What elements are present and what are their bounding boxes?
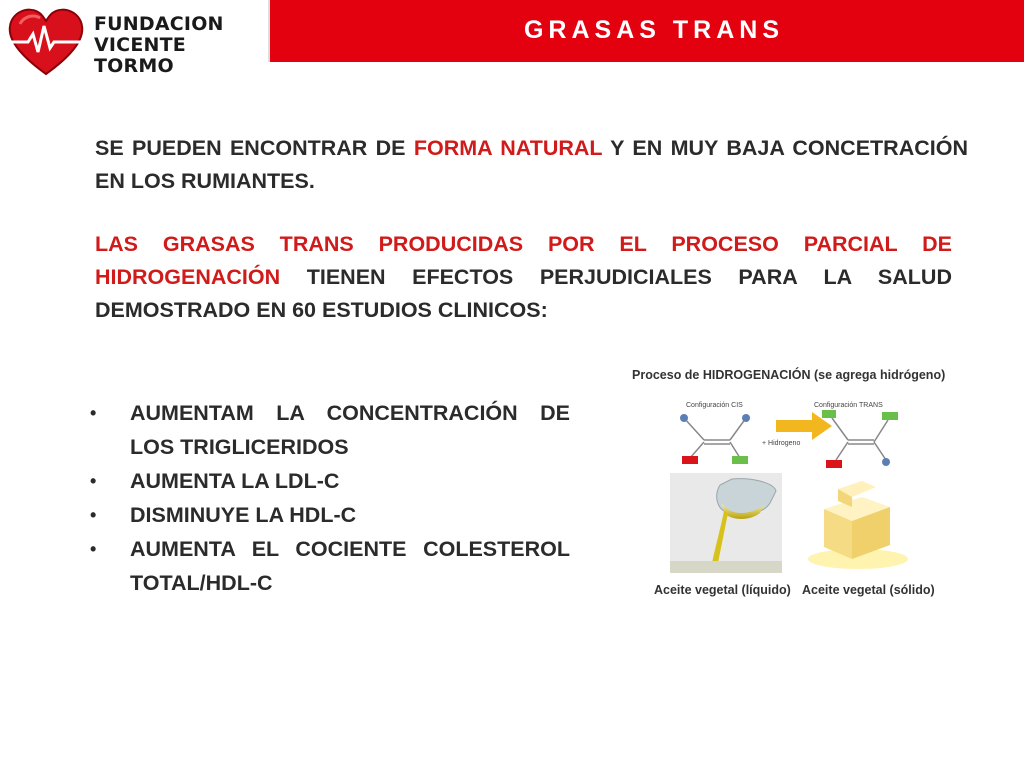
bullet-icon: • [90, 539, 97, 559]
p2-highlight: LAS GRASAS TRANS PRODUCIDAS POR EL PROCESO PARCIAL DE HIDROGENACIÓN [95, 232, 952, 289]
trans-molecule-icon [822, 410, 898, 468]
slide-title: GRASAS TRANS [523, 16, 784, 44]
liquid-oil-image [670, 473, 782, 573]
logo-text [94, 14, 246, 77]
logo-line-2: VICENTE TORMO [94, 34, 186, 77]
trans-label: Configuración TRANS [814, 402, 883, 409]
list-item-text: DISMINUYE LA HDL-C [130, 503, 357, 527]
p1-text-a: SE PUEDEN ENCONTRAR DE [95, 136, 414, 160]
caption-liquid: Aceite vegetal (líquido) [654, 583, 791, 597]
paragraph-hydrogenation [95, 228, 952, 327]
list-item-text: AUMENTAM LA CONCENTRACIÓN DE LOS TRIGLICERIDOS [130, 401, 570, 459]
bullet-icon: • [90, 505, 97, 525]
p1-text-b: Y EN MUY BAJA CONCETRACIÓN EN LOS RUMIANTES. [95, 136, 968, 193]
list-item [90, 396, 570, 464]
logo-line-1: FUNDACION [94, 13, 224, 35]
list-item-text: AUMENTA LA LDL-C [130, 469, 340, 493]
figure-title: Proceso de HIDROGENACIÓN (se agrega hidrógeno) [632, 368, 946, 382]
bullet-icon: • [90, 403, 97, 423]
caption-solid: Aceite vegetal (sólido) [802, 583, 935, 597]
hydrogenation-figure [626, 360, 956, 610]
heart-logo-icon [6, 6, 86, 78]
title-bar [270, 0, 1024, 62]
solid-fat-image [802, 473, 914, 573]
cis-label: Configuración CIS [686, 402, 743, 409]
list-item [90, 464, 570, 498]
cis-molecule-icon [680, 414, 750, 464]
p2-text: TIENEN EFECTOS PERJUDICIALES PARA LA SALUD DEMOSTRADO EN 60 ESTUDIOS CLINICOS: [95, 265, 952, 322]
arrow-label: + Hidrogeno [762, 440, 801, 447]
logo [6, 6, 246, 76]
list-item [90, 532, 570, 600]
bullet-icon: • [90, 471, 97, 491]
effects-list [90, 396, 570, 600]
list-item-text: AUMENTA EL COCIENTE COLESTEROL TOTAL/HDL-C [130, 537, 570, 595]
list-item [90, 498, 570, 532]
paragraph-natural [95, 132, 968, 198]
p1-highlight: FORMA NATURAL [413, 136, 603, 160]
